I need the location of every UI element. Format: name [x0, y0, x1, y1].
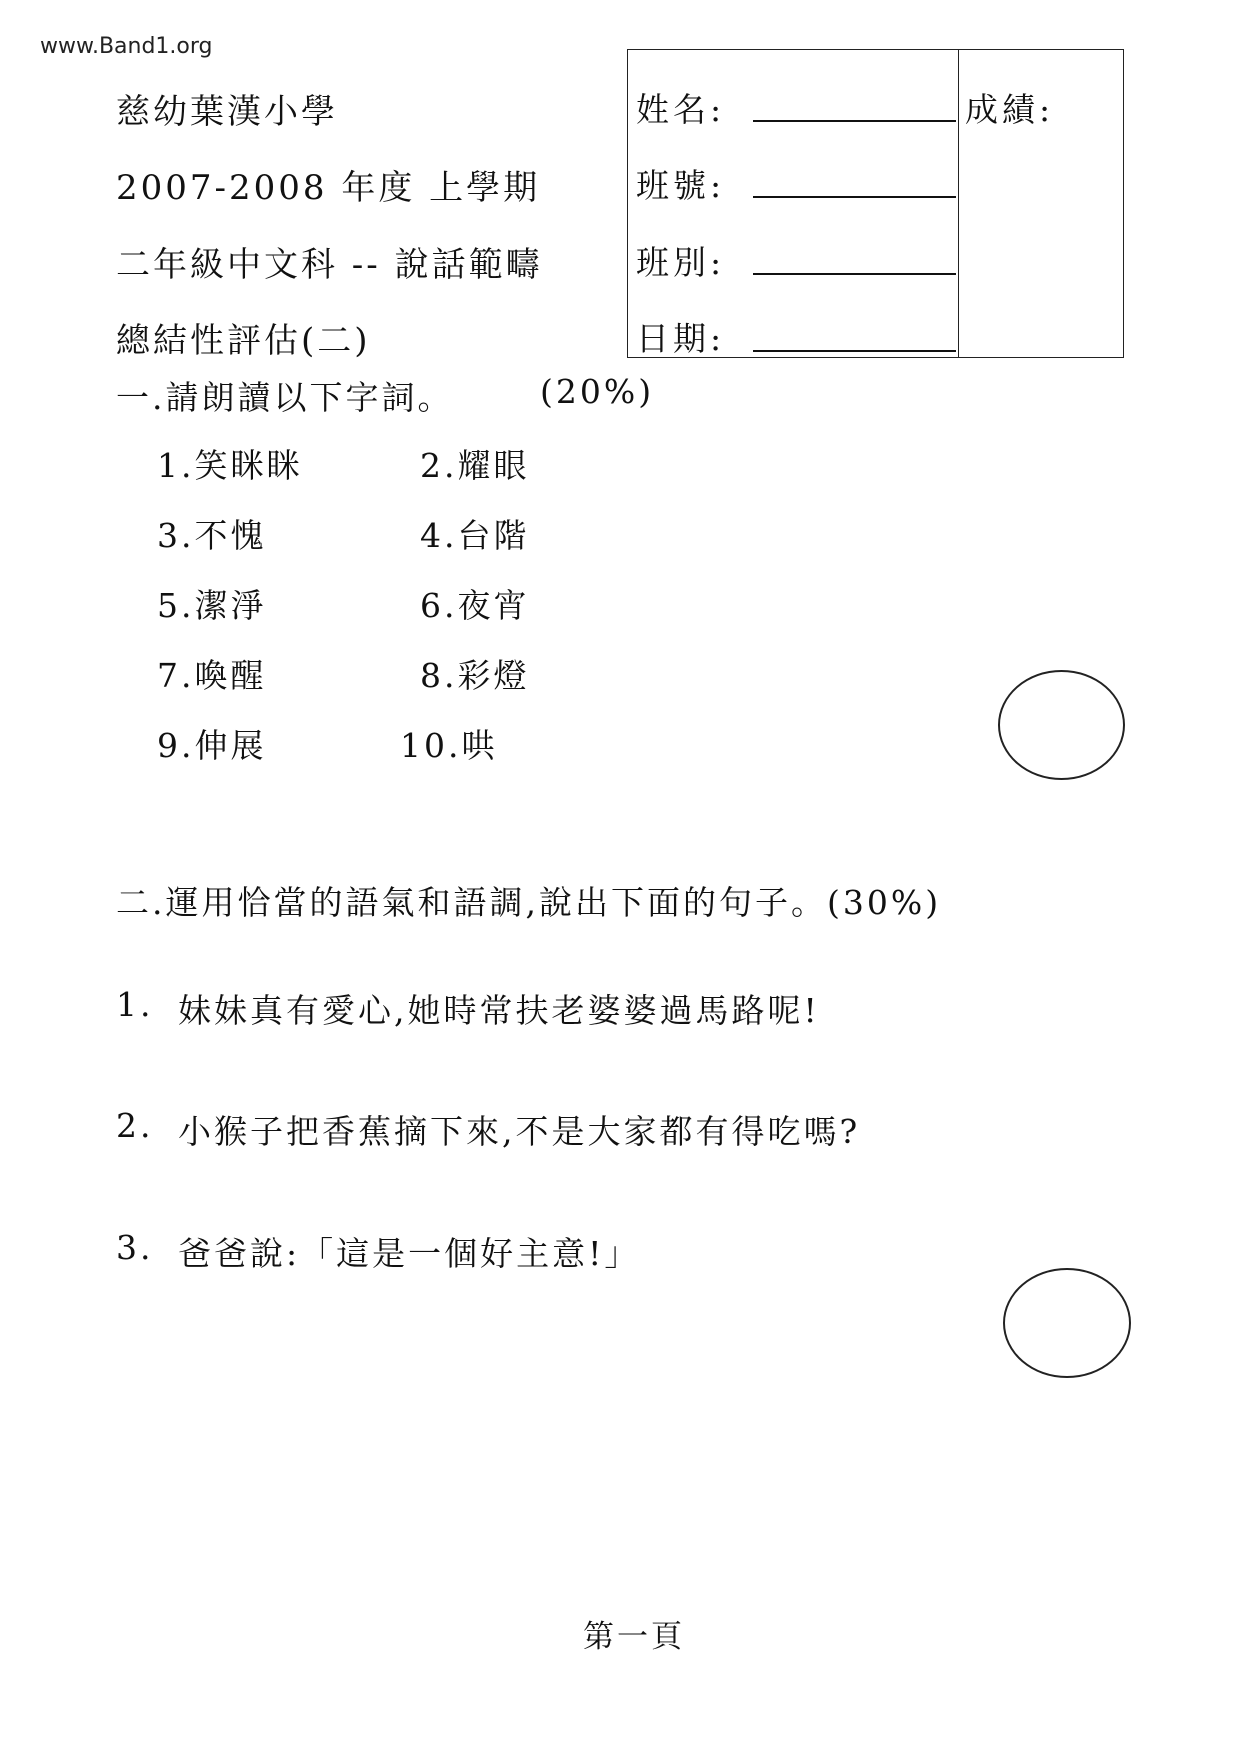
sentence-2-text: 小猴子把香蕉摘下來,不是大家都有得吃嗎? — [178, 1112, 861, 1151]
name-blank[interactable] — [753, 120, 956, 122]
word-4: 4.台階 — [420, 516, 530, 555]
section1-score-circle — [998, 670, 1125, 780]
sentence-1-text: 妹妹真有愛心,她時常扶老婆婆過馬路呢! — [178, 991, 820, 1030]
section2-title: 二.運用恰當的語氣和語調,說出下面的句子。(30%) — [116, 883, 942, 922]
date-label: 日期: — [636, 319, 726, 358]
word-7: 7.喚醒 — [157, 656, 267, 695]
sentence-1-number: 1. — [116, 985, 154, 1024]
word-6: 6.夜宵 — [420, 586, 530, 625]
score-divider — [958, 49, 959, 358]
class-number-blank[interactable] — [753, 196, 956, 198]
word-10: 10.哄 — [400, 726, 498, 765]
sentence-3-number: 3. — [116, 1228, 154, 1267]
sentence-2-number: 2. — [116, 1106, 154, 1145]
date-blank[interactable] — [753, 350, 956, 352]
watermark: www.Band1.org — [40, 34, 213, 59]
class-number-label: 班號: — [636, 166, 726, 205]
subject-title: 二年級中文科 -- 說話範疇 — [116, 245, 543, 285]
section2-score-circle — [1003, 1268, 1131, 1378]
word-3: 3.不愧 — [157, 516, 267, 555]
class-label: 班別: — [636, 243, 726, 282]
word-9: 9.伸展 — [157, 726, 267, 765]
class-blank[interactable] — [753, 273, 956, 275]
school-name: 慈幼葉漢小學 — [116, 92, 338, 132]
word-8: 8.彩燈 — [420, 656, 530, 695]
word-2: 2.耀眼 — [420, 446, 530, 485]
sentence-3-text: 爸爸說:「這是一個好主意!」 — [178, 1234, 641, 1273]
score-label: 成績: — [965, 90, 1055, 129]
name-label: 姓名: — [636, 90, 726, 129]
academic-year: 2007-2008 年度 上學期 — [116, 168, 541, 208]
word-5: 5.潔淨 — [157, 586, 267, 625]
section1-marks: (20%) — [540, 372, 655, 411]
word-1: 1.笑眯眯 — [157, 446, 303, 485]
page-number: 第一頁 — [583, 1619, 685, 1655]
section1-title: 一.請朗讀以下字詞。 — [116, 378, 454, 417]
assessment-title: 總結性評估(二) — [116, 321, 371, 361]
